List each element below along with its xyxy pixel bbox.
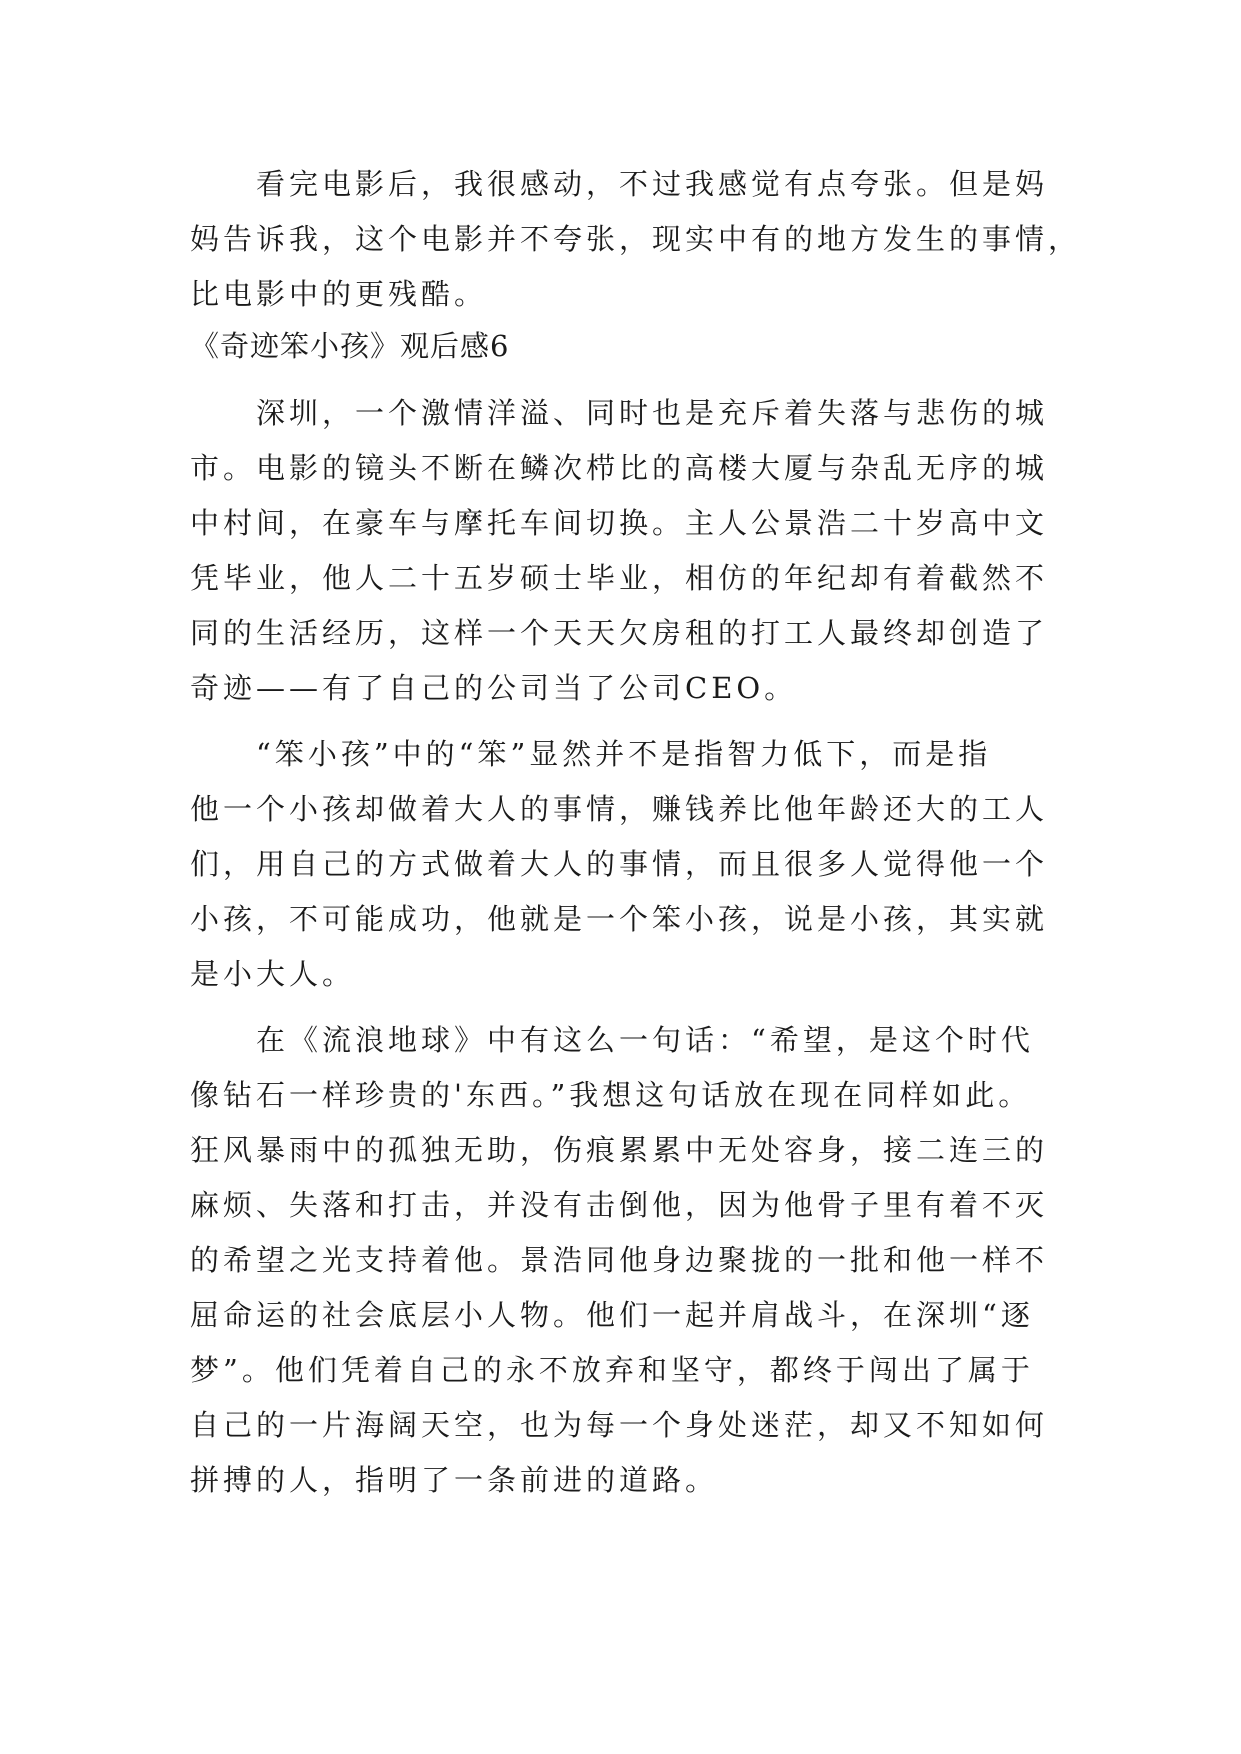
paragraph-line: 奇迹——有了自己的公司当了公司CEO。 [190,671,798,705]
paragraph-line: 拼搏的人，指明了一条前进的道路。 [190,1463,719,1497]
paragraph-line: 妈告诉我，这个电影并不夸张，现实中有的地方发生的事情， [190,222,1082,256]
section-heading: 《奇迹笨小孩》观后感6 [190,329,510,363]
paragraph-line: 他一个小孩却做着大人的事情，赚钱养比他年龄还大的工人 [190,792,1049,826]
paragraph-line: 麻烦、失落和打击，并没有击倒他，因为他骨子里有着不灭 [190,1188,1049,1222]
paragraph-line: 深圳，一个激情洋溢、同时也是充斥着失落与悲伤的城 [190,396,1049,430]
paragraph-line: 同的生活经历，这样一个天天欠房租的打工人最终却创造了 [190,616,1049,650]
paragraph-line: “笨小孩”中的“笨”显然并不是指智力低下，而是指 [190,737,992,771]
paragraph-line: 是小大人。 [190,957,356,991]
paragraph-line: 中村间，在豪车与摩托车间切换。主人公景浩二十岁高中文 [190,506,1049,540]
paragraph-line: 看完电影后，我很感动，不过我感觉有点夸张。但是妈 [190,167,1049,201]
paragraph-line: 们，用自己的方式做着大人的事情，而且很多人觉得他一个 [190,847,1049,881]
paragraph-line: 在《流浪地球》中有这么一句话：“希望，是这个时代 [190,1023,1034,1057]
paragraph-line: 屈命运的社会底层小人物。他们一起并肩战斗，在深圳“逐 [190,1298,1034,1332]
paragraph-line: 狂风暴雨中的孤独无助，伤痕累累中无处容身，接二连三的 [190,1133,1049,1167]
paragraph-line: 像钻石一样珍贵的'东西。”我想这句话放在现在同样如此。 [190,1078,1032,1112]
paragraph-line: 的希望之光支持着他。景浩同他身边聚拢的一批和他一样不 [190,1243,1049,1277]
paragraph-line: 市。电影的镜头不断在鳞次栉比的高楼大厦与杂乱无序的城 [190,451,1049,485]
paragraph-line: 自己的一片海阔天空，也为每一个身处迷茫，却又不知如何 [190,1408,1049,1442]
paragraph-line: 比电影中的更残酷。 [190,277,488,311]
paragraph-line: 凭毕业，他人二十五岁硕士毕业，相仿的年纪却有着截然不 [190,561,1049,595]
paragraph-line: 小孩，不可能成功，他就是一个笨小孩，说是小孩，其实就 [190,902,1049,936]
paragraph-line: 梦”。他们凭着自己的永不放弃和坚守，都终于闯出了属于 [190,1353,1034,1387]
